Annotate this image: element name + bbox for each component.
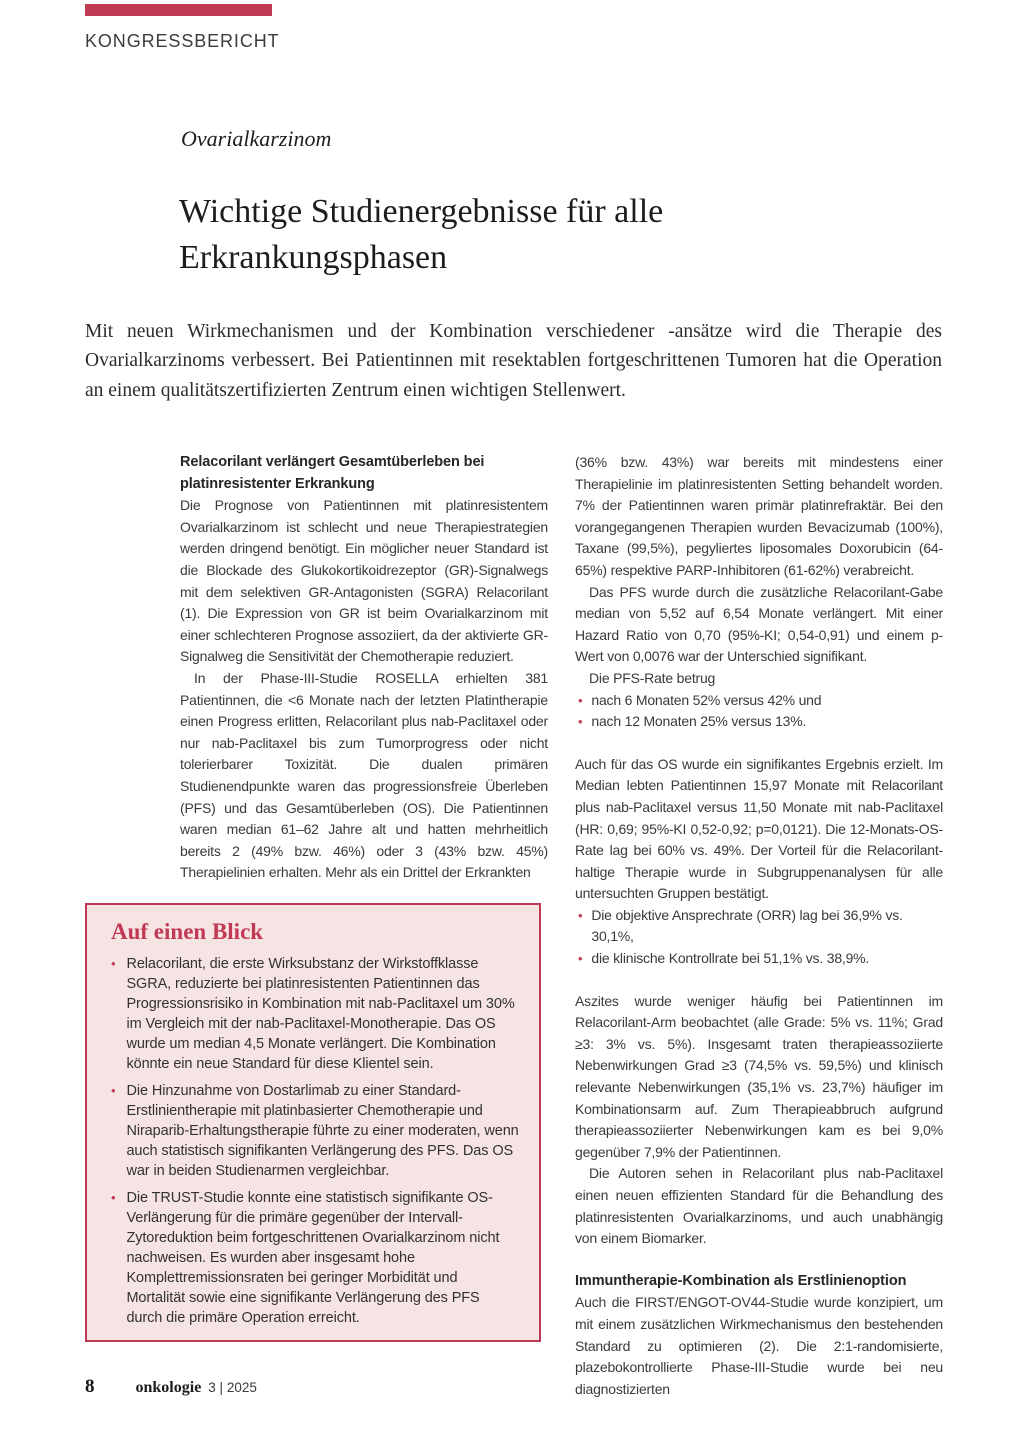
list-item-text: nach 12 Monaten 25% versus 13%.	[591, 713, 807, 730]
pfs-rate-list	[575, 690, 943, 733]
body-paragraph: Auch für das OS wurde ein signifikantes Ergebnis erzielt. Im Median lebten Patientinnen 15,97 Monate mit Relacorilant plus nab-Paclitaxel versus 11,50 Monate mit nab-Paclitaxel (HR: 0,69; 95%-KI 0,52-0,92; p=0,0121). Die 12-Monats-OS-Rate lag bei 60% vs. 49%. Der Vorteil für die Relacorilant-haltige Therapie wurde in Subgruppenanalysen für alle untersuchten Gruppen bestätigt.	[575, 755, 943, 902]
list-item-text: Die TRUST-Studie konnte eine statistisch signifikante OS-Verlängerung für die primäre gegenüber der Intervall-Zytoreduktion beim fortgeschrittenen Ovarialkarzinom nicht nachweisen. Es wurden aber insgesamt hohe Komplettremissionsraten bei geringer Morbidität und Mortalität sowie eine signifikante Verlängerung des PFS durch die primäre Operation erreicht.	[126, 1190, 500, 1326]
column-left	[180, 452, 548, 884]
body-paragraph: Die PFS-Rate betrug	[589, 669, 716, 686]
body-paragraph: Aszites wurde weniger häufig bei Patientinnen im Relacorilant-Arm beobachtet (alle Grade: 5% vs. 11%; Grad ≥3: 3% vs. 5%). Insgesamt traten therapieassoziierte Nebenwirkungen Grad ≥3 (74,5% vs. 59,5%) und klinisch relevante Nebenwirkungen (35,1% vs. 23,7%) häufiger im Kombinationsarm auf. Zum Therapieabbruch aufgrund therapieassoziierter Nebenwirkungen kam es bei 9,0% gegenüber 7,9% der Patientinnen.	[575, 992, 943, 1160]
at-a-glance-box	[85, 903, 541, 1342]
bullet-marker-icon: •	[578, 714, 583, 730]
os-result-list	[575, 905, 943, 970]
list-item	[111, 1081, 519, 1181]
section-heading-relacorilant: Relacorilant verlängert Gesamtüberleben bei platinresistenter Erkrankung	[180, 454, 485, 492]
list-item-text: Die objektive Ansprechrate (ORR) lag bei 36,9% vs. 30,1%,	[591, 906, 903, 945]
body-paragraph: (36% bzw. 43%) war bereits mit mindestens einer Therapielinie im platinresistenten Setting behandelt worden. 7% der Patientinnen waren primär platinrefraktär. Bei den vorangegangenen Therapien wurden Bevacizumab (100%), Taxane (99,5%), pegyliertes liposomales Doxorubicin (64-65%) respektive PARP-Inhibitoren (61-62%) verabreicht.	[575, 454, 943, 578]
list-item	[575, 905, 943, 948]
page-number: 8	[85, 1376, 95, 1397]
at-a-glance-title: Auf einen Blick	[111, 919, 264, 944]
body-paragraph: Auch die FIRST/ENGOT-OV44-Studie wurde konzipiert, um mit einem zusätzlichen Wirkmechanismus den bestehenden Standard zu optimieren (2). Die 2:1-randomisierte, plazebokontrollierte Phase-III-Studie wurde bei neu diagnostizierten	[575, 1294, 943, 1397]
journal-name: onkologie	[135, 1379, 202, 1396]
list-item	[111, 954, 519, 1074]
body-paragraph: In der Phase-III-Studie ROSELLA erhielten 381 Patientinnen, die <6 Monate nach der letzten Platintherapie einen Progress erlitten, Relacorilant plus nab-Paclitaxel oder nur nab-Paclitaxel bis zum Tumorprogress oder nicht tolerierbarer Toxizität. Die dualen primären Studienendpunkte waren das progressionsfreie Überleben (PFS) und das Gesamtüberleben (OS). Die Patientinnen waren median 61–62 Jahre alt und hatten mehrheitlich bereits 2 (49% bzw. 46%) oder 3 (43% bzw. 45%) Therapielinien erhalten. Mehr als ein Drittel der Erkrankten	[180, 669, 548, 881]
list-item-text: nach 6 Monaten 52% versus 42% und	[591, 691, 822, 708]
list-item	[575, 690, 943, 712]
at-a-glance-list	[111, 954, 519, 1328]
paragraph-spacer	[575, 1250, 943, 1271]
bullet-marker-icon: •	[111, 1190, 116, 1205]
page-title: Wichtige Studienergebnisse für alle Erkrankungsphasen	[179, 192, 664, 276]
accent-bar	[85, 4, 272, 16]
paragraph-spacer	[575, 733, 943, 754]
list-item-text: Relacorilant, die erste Wirksubstanz der Wirkstoffklasse SGRA, reduzierte bei platinresistenten Patientinnen das Progressionsrisiko in Kombination mit nab-Paclitaxel um 30% im Vergleich mit der nab-Paclitaxel-Monotherapie. Das OS wurde um median 4,5 Monate verlängert. Die Kombination könnte ein neue Standard für diese Klientel sein.	[126, 956, 515, 1072]
page-footer	[85, 1376, 257, 1398]
paragraph-spacer	[575, 970, 943, 991]
bullet-marker-icon: •	[111, 956, 116, 971]
list-item-text: Die Hinzunahme von Dostarlimab zu einer Standard-Erstlinientherapie mit platinbasierter Chemotherapie und Niraparib-Erhaltungstherapie führte zu einer moderaten, wenn auch statistisch signifikanten Verlängerung des PFS. Das OS war in beiden Studienarmen vergleichbar.	[126, 1083, 519, 1179]
body-paragraph: Das PFS wurde durch die zusätzliche Relacorilant-Gabe median von 5,52 auf 6,54 Monate verlängert. Mit einer Hazard Ratio von 0,70 (95%-KI; 0,54-0,91) und einem p-Wert von 0,0076 war der Unterschied signifikant.	[575, 583, 943, 665]
body-paragraph: Die Autoren sehen in Relacorilant plus nab-Paclitaxel einen neuen effizienten Standard für die Behandlung des platinresistenten Ovarialkarzinoms, und auch unabhängig von einem Biomarker.	[575, 1165, 943, 1247]
issue-label: 3 | 2025	[208, 1380, 257, 1395]
bullet-marker-icon: •	[578, 692, 583, 708]
list-item-text: die klinische Kontrollrate bei 51,1% vs. 38,9%.	[591, 950, 870, 967]
article-category: Ovarialkarzinom	[181, 126, 332, 151]
bullet-marker-icon: •	[578, 907, 583, 923]
kicker-label: KONGRESSBERICHT	[85, 31, 280, 51]
list-item	[575, 711, 943, 733]
body-paragraph: Die Prognose von Patientinnen mit platinresistentem Ovarialkarzinom ist schlecht und neue Therapiestrategien werden dringend benötigt. Ein möglicher neuer Standard ist die Blockade des Glukokortikoidrezeptor (GR)-Signalwegs mit dem selektiven GR-Antagonisten (SGRA) Relacorilant (1). Die Expression von GR ist beim Ovarialkarzinom mit einer schlechteren Prognose assoziiert, da der aktivierte GR-Signalweg die Sensitivität der Chemotherapie reduziert.	[180, 497, 548, 665]
column-right	[575, 452, 943, 1400]
bullet-marker-icon: •	[111, 1083, 116, 1098]
bullet-marker-icon: •	[578, 951, 583, 967]
section-heading-immuntherapie: Immuntherapie-Kombination als Erstlinienoption	[575, 1272, 907, 1289]
lead-paragraph: Mit neuen Wirkmechanismen und der Kombination verschiedener -ansätze wird die Therapie des Ovarialkarzinoms verbessert. Bei Patientinnen mit resektablen fortgeschrittenen Tumoren hat die Operation an einem qualitätszertifizierten Zentrum einen wichtigen Stellenwert.	[85, 320, 942, 401]
list-item	[575, 948, 943, 970]
list-item	[111, 1188, 519, 1328]
